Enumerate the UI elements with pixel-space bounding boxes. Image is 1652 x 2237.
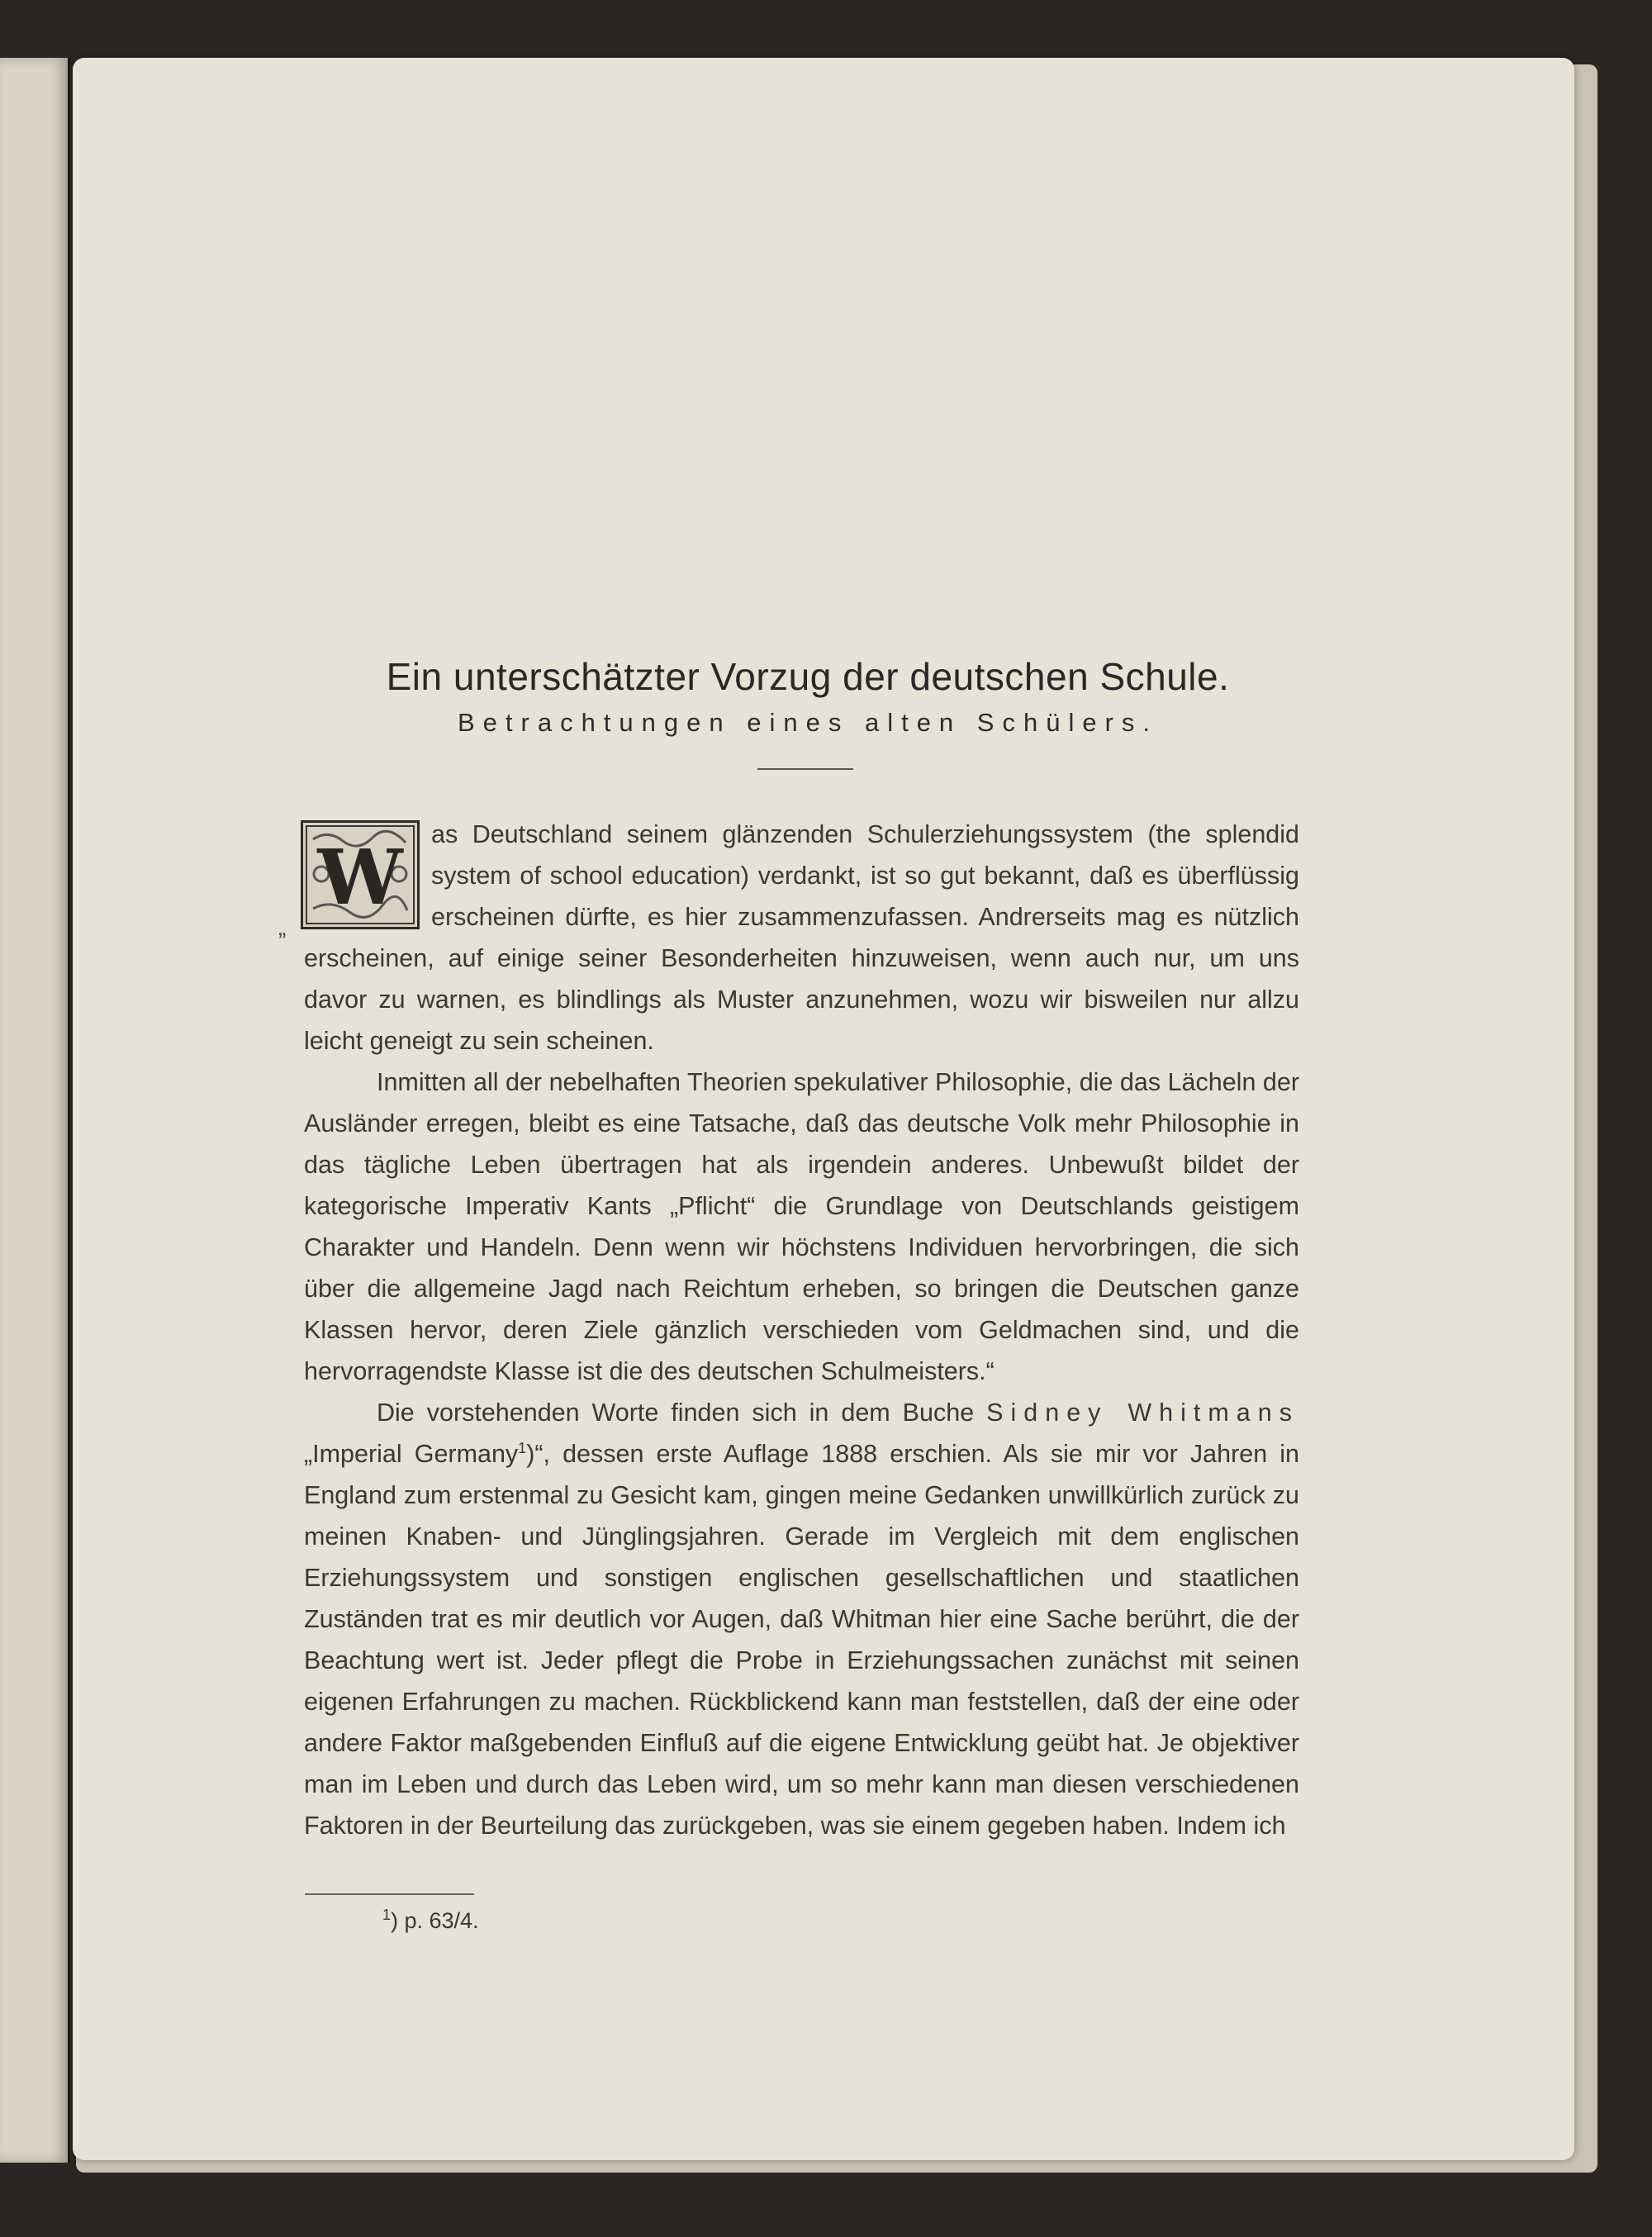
paragraph-1-text: as Deutschland seinem glänzenden Schulerziehungssystem (the splendid system of school education) verdankt, ist so gut bekannt, daß es überflüssig erscheinen dürfte, es hier zusammenzufassen. Andrerseits mag es nützlich erscheinen, auf einige seiner Besonderheiten hinzuweisen, wenn auch nur, um uns davor zu warnen, es blindlings als Muster anzunehmen, wozu wir bisweilen nur allzu leicht geneigt zu sein scheinen.	[304, 820, 1299, 1055]
dropcap-quote-mark: „	[278, 914, 287, 940]
ornamental-initial	[278, 820, 420, 940]
book-title: „Imperial Germany	[304, 1440, 519, 1468]
article-body	[278, 814, 1299, 1846]
page-title: Ein unterschätzter Vorzug der deutschen Schule.	[386, 655, 1230, 698]
paragraph-3-text-c: )“, dessen erste Auflage 1888 erschien. Als sie mir vor Jahren in England zum erstenmal zu Gesicht kam, gingen meine Gedanken unwillkürlich zurück zu meinen Knaben- und Jünglingsjahren. Gerade im Vergleich mit dem englischen Erziehungssystem und sonstigen englischen gesellschaftlichen und staatlichen Zuständen trat es mir deutlich vor Augen, daß Whitman hier eine Sache berührt, die der Beachtung wert ist. Jeder pflegt die Probe in Erziehungssachen zunächst mit seinen eigenen Erfahrungen zu machen. Rückblickend kann man feststellen, daß der eine oder andere Faktor maßgebenden Einfluß auf die eigene Entwicklung geübt hat. Je objektiver man im Leben und durch das Leben wird, um so mehr kann man diesen verschiedenen Faktoren in der Beurteilung das zurückgeben, was sie einem gegeben haben. Indem ich	[304, 1440, 1299, 1840]
page-subtitle: Betrachtungen eines alten Schülers.	[457, 708, 1159, 737]
author-name: Sidney Whitmans	[986, 1399, 1299, 1427]
footnote-divider	[305, 1893, 474, 1895]
footnote-marker: 1	[382, 1907, 392, 1923]
title-divider	[757, 768, 853, 770]
paragraph-1	[278, 814, 1299, 1062]
ornamental-initial-graphic	[303, 823, 417, 927]
footnote-reference: 1	[518, 1439, 527, 1456]
footnote-text: ) p. 63/4.	[391, 1908, 479, 1933]
dropcap-letter: W	[317, 833, 403, 922]
facing-page-edge	[0, 58, 70, 2163]
paragraph-3-text-a: Die vorstehenden Worte finden sich in dem Buche	[377, 1399, 975, 1427]
footnote	[382, 1908, 479, 1934]
paragraph-3	[304, 1392, 1299, 1846]
paragraph-2: Inmitten all der nebelhaften Theorien spekulativer Philosophie, die das Lächeln der Ausländer erregen, bleibt es eine Tatsache, daß das deutsche Volk mehr Philosophie in das tägliche Leben übertragen hat als irgendein anderes. Unbewußt bildet der kategorische Imperativ Kants „Pflicht“ die Grundlage von Deutschlands geistigem Charakter und Handeln. Denn wenn wir höchstens Individuen hervorbringen, die sich über die allgemeine Jagd nach Reichtum erheben, so bringen die Deutschen ganze Klassen hervor, deren Ziele gänzlich verschieden vom Geldmachen sind, und die hervorragendste Klasse ist die des deutschen Schulmeisters.“	[304, 1068, 1299, 1385]
book-page	[73, 58, 1574, 2160]
